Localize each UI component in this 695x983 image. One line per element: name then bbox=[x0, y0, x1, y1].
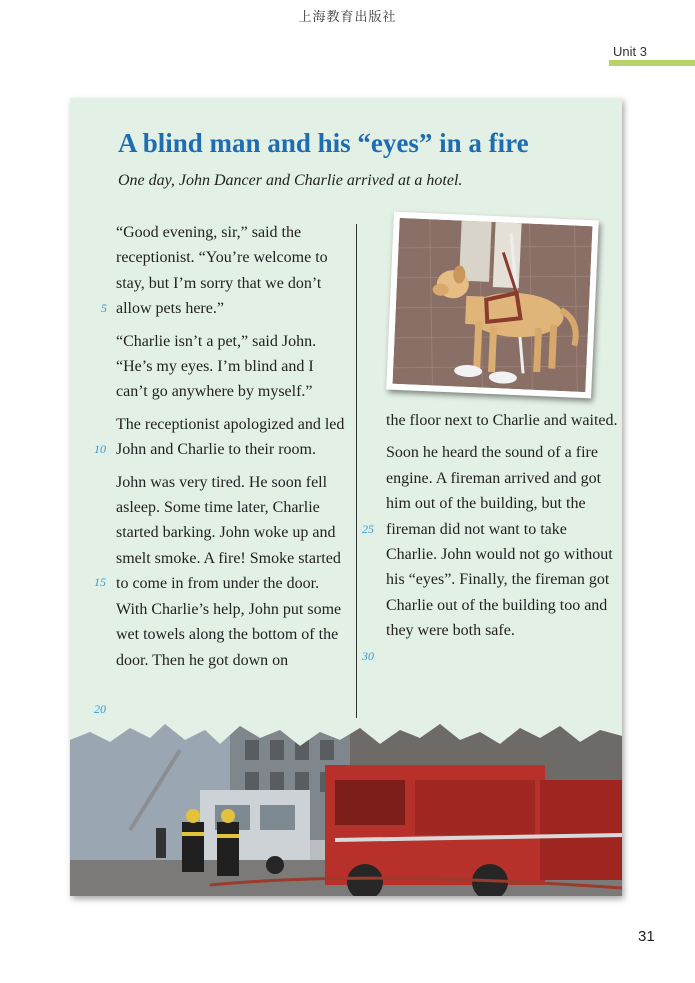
paragraph: Soon he heard the sound of a fire engine. A fireman arrived and got him out of the building, but the fireman did not want to take Charlie. John would not go without his “eyes”. Finally, the fireman got Charlie out of the building too and they were both safe. bbox=[386, 444, 613, 640]
left-column bbox=[116, 220, 348, 680]
story-title: A blind man and his “eyes” in a fire bbox=[118, 128, 529, 158]
story-panel bbox=[70, 98, 622, 896]
line-number: 15 bbox=[94, 575, 106, 589]
line-number: 20 bbox=[94, 702, 106, 716]
fire-scene-photo bbox=[70, 710, 622, 896]
paragraph: “Charlie isn’t a pet,” said John. “He’s my eyes. I’m blind and I can’t go anywhere by myself.” bbox=[116, 332, 317, 401]
guide-dog-photo bbox=[386, 212, 599, 399]
guide-dog-image bbox=[392, 218, 592, 392]
unit-accent-bar bbox=[609, 60, 695, 66]
story-subtitle: One day, John Dancer and Charlie arrived at a hotel. bbox=[118, 172, 463, 189]
line-number: 25 bbox=[362, 522, 374, 536]
column-divider bbox=[356, 224, 357, 718]
unit-label: Unit 3 bbox=[613, 44, 647, 59]
line-number: 30 bbox=[362, 649, 374, 663]
line-number: 5 bbox=[101, 301, 107, 315]
paragraph: “Good evening, sir,” said the receptionist. “You’re welcome to stay, but I’m sorry that we don’t allow pets here.” bbox=[116, 224, 328, 318]
line-number: 10 bbox=[94, 442, 106, 456]
right-column bbox=[386, 408, 618, 651]
paragraph: the floor next to Charlie and waited. bbox=[386, 412, 618, 429]
publisher-name: 上海教育出版社 bbox=[298, 10, 397, 25]
paragraph: The receptionist apologized and led John and Charlie to their room. bbox=[116, 415, 345, 459]
paragraph: John was very tired. He soon fell asleep. Some time later, Charlie started barking. John woke up and smelt smoke. A fire! Smoke started to come in from under the door. With Charlie’s help, John put some wet towels along the bottom of the door. Then he got down on bbox=[116, 473, 342, 669]
page-number: 31 bbox=[638, 928, 655, 945]
